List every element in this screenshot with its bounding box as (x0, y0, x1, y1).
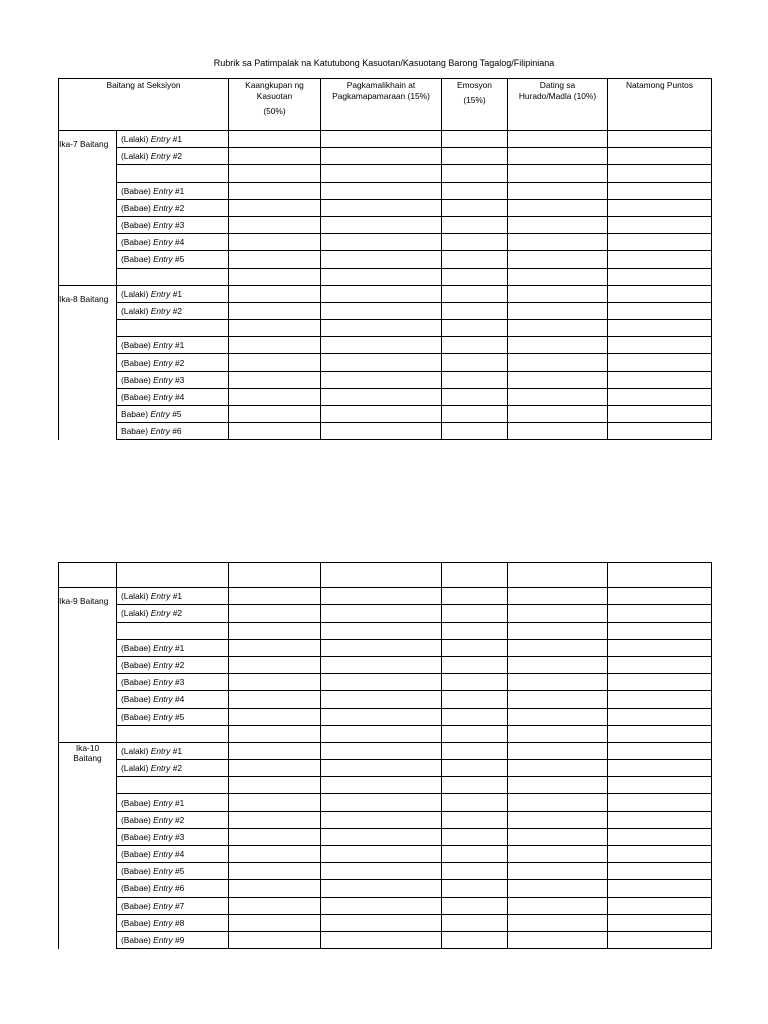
score-cell[interactable] (321, 337, 442, 354)
entry-label: (Babae) Entry #1 (117, 794, 229, 811)
rubric-table-part-2 (58, 562, 712, 949)
score-cell[interactable] (229, 742, 321, 759)
table-row (59, 337, 712, 354)
score-cell[interactable] (442, 742, 508, 759)
score-cell[interactable] (442, 388, 508, 405)
table-row-blank (59, 268, 712, 285)
score-cell[interactable] (608, 563, 712, 588)
score-cell[interactable] (442, 880, 508, 897)
table-row-blank (59, 777, 712, 794)
score-cell[interactable] (442, 639, 508, 656)
score-cell[interactable] (508, 605, 608, 622)
table-row (59, 406, 712, 423)
score-cell[interactable] (442, 371, 508, 388)
grade-label: Ika-7 Baitang (59, 131, 117, 286)
grade-label (59, 563, 117, 588)
score-cell[interactable] (229, 199, 321, 216)
table-row (59, 216, 712, 233)
entry-label: (Babae) Entry #8 (117, 914, 229, 931)
score-cell[interactable] (229, 914, 321, 931)
header-kaangkupan: Kaangkupan ng Kasuotan (50%) (229, 79, 321, 131)
entry-label: (Babae) Entry #7 (117, 897, 229, 914)
score-cell[interactable] (442, 182, 508, 199)
score-cell[interactable] (608, 708, 712, 725)
score-cell[interactable] (508, 880, 608, 897)
score-cell[interactable] (442, 656, 508, 673)
score-cell[interactable] (229, 388, 321, 405)
entry-label: Babae) Entry #5 (117, 406, 229, 423)
table-row (59, 880, 712, 897)
score-cell[interactable] (508, 725, 608, 742)
score-cell[interactable] (321, 131, 442, 148)
score-cell[interactable] (442, 131, 508, 148)
score-cell[interactable] (229, 777, 321, 794)
table-row (59, 846, 712, 863)
score-cell[interactable] (321, 563, 442, 588)
score-cell[interactable] (608, 131, 712, 148)
entry-label (117, 165, 229, 182)
table-row (59, 605, 712, 622)
table-row (59, 182, 712, 199)
entry-label: (Babae) Entry #1 (117, 182, 229, 199)
score-cell[interactable] (608, 828, 712, 845)
table-row (59, 354, 712, 371)
score-cell[interactable] (321, 588, 442, 605)
score-cell[interactable] (508, 199, 608, 216)
entry-label: (Babae) Entry #5 (117, 863, 229, 880)
score-cell[interactable] (229, 337, 321, 354)
score-cell[interactable] (508, 828, 608, 845)
table-row (59, 811, 712, 828)
score-cell[interactable] (508, 285, 608, 302)
score-cell[interactable] (608, 656, 712, 673)
header-dating: Dating sa Hurado/Madla (10%) (508, 79, 608, 131)
score-cell[interactable] (442, 863, 508, 880)
score-cell[interactable] (229, 320, 321, 337)
score-cell[interactable] (508, 216, 608, 233)
score-cell[interactable] (608, 337, 712, 354)
score-cell[interactable] (442, 897, 508, 914)
score-cell[interactable] (508, 251, 608, 268)
table-row (59, 656, 712, 673)
score-cell[interactable] (442, 563, 508, 588)
score-cell[interactable] (608, 371, 712, 388)
score-cell[interactable] (442, 691, 508, 708)
entry-label: (Lalaki) Entry #1 (117, 742, 229, 759)
score-cell[interactable] (608, 216, 712, 233)
score-cell[interactable] (442, 148, 508, 165)
table-row (59, 931, 712, 948)
score-cell[interactable] (508, 674, 608, 691)
score-cell[interactable] (508, 742, 608, 759)
score-cell[interactable] (442, 216, 508, 233)
score-cell[interactable] (508, 320, 608, 337)
score-cell[interactable] (508, 897, 608, 914)
entry-label: (Babae) Entry #2 (117, 354, 229, 371)
score-cell[interactable] (321, 914, 442, 931)
score-cell[interactable] (321, 760, 442, 777)
score-cell[interactable] (321, 302, 442, 319)
score-cell[interactable] (229, 182, 321, 199)
table-row (59, 674, 712, 691)
score-cell[interactable] (229, 691, 321, 708)
score-cell[interactable] (608, 742, 712, 759)
score-cell[interactable] (321, 897, 442, 914)
score-cell[interactable] (508, 165, 608, 182)
table-row (59, 302, 712, 319)
score-cell[interactable] (229, 588, 321, 605)
score-cell[interactable] (229, 302, 321, 319)
score-cell[interactable] (321, 285, 442, 302)
table-row (59, 828, 712, 845)
entry-label: (Babae) Entry #2 (117, 199, 229, 216)
score-cell[interactable] (229, 216, 321, 233)
score-cell[interactable] (442, 199, 508, 216)
table-row (59, 423, 712, 440)
score-cell[interactable] (608, 588, 712, 605)
score-cell[interactable] (442, 285, 508, 302)
score-cell[interactable] (508, 691, 608, 708)
score-cell[interactable] (608, 320, 712, 337)
entry-label: (Babae) Entry #4 (117, 234, 229, 251)
score-cell[interactable] (321, 216, 442, 233)
entry-label: (Babae) Entry #5 (117, 708, 229, 725)
score-cell[interactable] (229, 165, 321, 182)
score-cell[interactable] (229, 563, 321, 588)
score-cell[interactable] (229, 639, 321, 656)
score-cell[interactable] (321, 354, 442, 371)
entry-label: (Lalaki) Entry #2 (117, 302, 229, 319)
score-cell[interactable] (229, 148, 321, 165)
score-cell[interactable] (508, 182, 608, 199)
table-row (59, 914, 712, 931)
entry-label: (Babae) Entry #4 (117, 691, 229, 708)
score-cell[interactable] (229, 285, 321, 302)
score-cell[interactable] (229, 423, 321, 440)
score-cell[interactable] (321, 708, 442, 725)
score-cell[interactable] (321, 846, 442, 863)
score-cell[interactable] (608, 148, 712, 165)
score-cell[interactable] (442, 268, 508, 285)
score-cell[interactable] (508, 148, 608, 165)
entry-label: (Babae) Entry #1 (117, 337, 229, 354)
table-row-blank (59, 563, 712, 588)
entry-label: (Babae) Entry #6 (117, 880, 229, 897)
score-cell[interactable] (229, 605, 321, 622)
score-cell[interactable] (442, 605, 508, 622)
score-cell[interactable] (442, 760, 508, 777)
entry-label: (Lalaki) Entry #2 (117, 148, 229, 165)
score-cell[interactable] (508, 337, 608, 354)
entry-label: (Babae) Entry #3 (117, 371, 229, 388)
score-cell[interactable] (442, 622, 508, 639)
table-row (59, 897, 712, 914)
score-cell[interactable] (442, 588, 508, 605)
score-cell[interactable] (321, 388, 442, 405)
score-cell[interactable] (608, 674, 712, 691)
score-cell[interactable] (442, 406, 508, 423)
score-cell[interactable] (608, 182, 712, 199)
score-cell[interactable] (608, 846, 712, 863)
score-cell[interactable] (321, 931, 442, 948)
score-cell[interactable] (229, 897, 321, 914)
score-cell[interactable] (608, 863, 712, 880)
score-cell[interactable] (608, 691, 712, 708)
entry-label: (Lalaki) Entry #1 (117, 131, 229, 148)
table-row-blank (59, 320, 712, 337)
score-cell[interactable] (229, 371, 321, 388)
header-natamong: Natamong Puntos (608, 79, 712, 131)
score-cell[interactable] (321, 742, 442, 759)
score-cell[interactable] (508, 268, 608, 285)
entry-label: Babae) Entry #6 (117, 423, 229, 440)
score-cell[interactable] (508, 354, 608, 371)
score-cell[interactable] (229, 811, 321, 828)
score-cell[interactable] (608, 165, 712, 182)
score-cell[interactable] (442, 811, 508, 828)
score-cell[interactable] (229, 656, 321, 673)
score-cell[interactable] (608, 234, 712, 251)
score-cell[interactable] (321, 605, 442, 622)
score-cell[interactable] (442, 165, 508, 182)
score-cell[interactable] (608, 285, 712, 302)
score-cell[interactable] (442, 423, 508, 440)
score-cell[interactable] (321, 656, 442, 673)
score-cell[interactable] (508, 794, 608, 811)
entry-label: (Babae) Entry #2 (117, 656, 229, 673)
score-cell[interactable] (321, 828, 442, 845)
score-cell[interactable] (321, 880, 442, 897)
score-cell[interactable] (321, 725, 442, 742)
score-cell[interactable] (608, 388, 712, 405)
table-row (59, 234, 712, 251)
score-cell[interactable] (321, 182, 442, 199)
score-cell[interactable] (508, 563, 608, 588)
score-cell[interactable] (442, 828, 508, 845)
table-row (59, 760, 712, 777)
score-cell[interactable] (321, 251, 442, 268)
table-row (59, 388, 712, 405)
score-cell[interactable] (608, 639, 712, 656)
score-cell[interactable] (508, 406, 608, 423)
table-row (59, 794, 712, 811)
table-row-blank (59, 165, 712, 182)
table-row (59, 742, 712, 759)
table-row-blank (59, 622, 712, 639)
header-pagkamalikhain: Pagkamalikhain at Pagkamapamaraan (15%) (321, 79, 442, 131)
grade-label: Ika-8 Baitang (59, 285, 117, 440)
table-row (59, 588, 712, 605)
score-cell[interactable] (229, 622, 321, 639)
score-cell[interactable] (442, 234, 508, 251)
entry-label (117, 268, 229, 285)
score-cell[interactable] (608, 251, 712, 268)
score-cell[interactable] (229, 708, 321, 725)
grade-label: Ika-10 Baitang (59, 742, 117, 948)
entry-label: (Lalaki) Entry #1 (117, 588, 229, 605)
score-cell[interactable] (508, 639, 608, 656)
entry-label (117, 725, 229, 742)
score-cell[interactable] (229, 863, 321, 880)
entry-label: (Babae) Entry #9 (117, 931, 229, 948)
entry-label: (Babae) Entry #3 (117, 216, 229, 233)
score-cell[interactable] (442, 914, 508, 931)
table-row (59, 148, 712, 165)
score-cell[interactable] (229, 251, 321, 268)
score-cell[interactable] (442, 846, 508, 863)
score-cell[interactable] (508, 588, 608, 605)
score-cell[interactable] (321, 639, 442, 656)
score-cell[interactable] (442, 725, 508, 742)
entry-label: (Lalaki) Entry #1 (117, 285, 229, 302)
rubric-table-part-1 (58, 78, 712, 440)
score-cell[interactable] (442, 708, 508, 725)
score-cell[interactable] (229, 931, 321, 948)
score-cell[interactable] (608, 880, 712, 897)
score-cell[interactable] (321, 268, 442, 285)
table-row-blank (59, 725, 712, 742)
score-cell[interactable] (608, 406, 712, 423)
score-cell[interactable] (229, 131, 321, 148)
score-cell[interactable] (321, 622, 442, 639)
score-cell[interactable] (321, 423, 442, 440)
score-cell[interactable] (608, 199, 712, 216)
score-cell[interactable] (321, 199, 442, 216)
score-cell[interactable] (508, 234, 608, 251)
score-cell[interactable] (508, 811, 608, 828)
score-cell[interactable] (508, 131, 608, 148)
entry-label: (Lalaki) Entry #2 (117, 760, 229, 777)
score-cell[interactable] (321, 691, 442, 708)
entry-label: (Babae) Entry #5 (117, 251, 229, 268)
table-row (59, 639, 712, 656)
score-cell[interactable] (442, 794, 508, 811)
rubric-title: Rubrik sa Patimpalak na Katutubong Kasuotan/Kasuotang Barong Tagalog/Filipiniana (213, 58, 555, 68)
header-baitang: Baitang at Seksiyon (59, 79, 229, 131)
score-cell[interactable] (608, 302, 712, 319)
entry-label (117, 777, 229, 794)
table-row (59, 691, 712, 708)
score-cell[interactable] (508, 388, 608, 405)
score-cell[interactable] (608, 794, 712, 811)
score-cell[interactable] (321, 148, 442, 165)
entry-label: (Babae) Entry #3 (117, 828, 229, 845)
score-cell[interactable] (508, 371, 608, 388)
entry-label: (Lalaki) Entry #2 (117, 605, 229, 622)
entry-label: (Babae) Entry #3 (117, 674, 229, 691)
score-cell[interactable] (442, 320, 508, 337)
score-cell[interactable] (321, 777, 442, 794)
score-cell[interactable] (508, 863, 608, 880)
score-cell[interactable] (229, 846, 321, 863)
score-cell[interactable] (442, 777, 508, 794)
score-cell[interactable] (442, 251, 508, 268)
score-cell[interactable] (608, 605, 712, 622)
score-cell[interactable] (508, 931, 608, 948)
score-cell[interactable] (508, 760, 608, 777)
score-cell[interactable] (229, 794, 321, 811)
table-row (59, 131, 712, 148)
score-cell[interactable] (442, 302, 508, 319)
entry-label (117, 622, 229, 639)
score-cell[interactable] (321, 674, 442, 691)
score-cell[interactable] (608, 354, 712, 371)
score-cell[interactable] (229, 234, 321, 251)
score-cell[interactable] (608, 622, 712, 639)
entry-label (117, 563, 229, 588)
score-cell[interactable] (229, 760, 321, 777)
score-cell[interactable] (508, 777, 608, 794)
score-cell[interactable] (608, 777, 712, 794)
score-cell[interactable] (608, 423, 712, 440)
score-cell[interactable] (508, 914, 608, 931)
score-cell[interactable] (321, 165, 442, 182)
score-cell[interactable] (508, 708, 608, 725)
score-cell[interactable] (229, 880, 321, 897)
entry-label: (Babae) Entry #2 (117, 811, 229, 828)
table-row (59, 251, 712, 268)
score-cell[interactable] (229, 725, 321, 742)
score-cell[interactable] (608, 897, 712, 914)
score-cell[interactable] (229, 354, 321, 371)
score-cell[interactable] (508, 622, 608, 639)
score-cell[interactable] (229, 828, 321, 845)
table-row (59, 285, 712, 302)
score-cell[interactable] (321, 794, 442, 811)
score-cell[interactable] (608, 931, 712, 948)
score-cell[interactable] (442, 337, 508, 354)
score-cell[interactable] (321, 371, 442, 388)
table-row (59, 863, 712, 880)
score-cell[interactable] (321, 863, 442, 880)
score-cell[interactable] (229, 406, 321, 423)
score-cell[interactable] (442, 354, 508, 371)
score-cell[interactable] (608, 725, 712, 742)
score-cell[interactable] (321, 811, 442, 828)
score-cell[interactable] (608, 811, 712, 828)
score-cell[interactable] (321, 406, 442, 423)
score-cell[interactable] (442, 674, 508, 691)
table-row (59, 708, 712, 725)
score-cell[interactable] (321, 320, 442, 337)
score-cell[interactable] (608, 268, 712, 285)
score-cell[interactable] (229, 268, 321, 285)
table-row (59, 199, 712, 216)
table-row (59, 371, 712, 388)
entry-label: (Babae) Entry #4 (117, 846, 229, 863)
grade-label: Ika-9 Baitang (59, 588, 117, 743)
score-cell[interactable] (508, 302, 608, 319)
score-cell[interactable] (229, 674, 321, 691)
score-cell[interactable] (608, 760, 712, 777)
score-cell[interactable] (321, 234, 442, 251)
score-cell[interactable] (508, 423, 608, 440)
score-cell[interactable] (442, 931, 508, 948)
score-cell[interactable] (508, 656, 608, 673)
header-emosyon: Emosyon (15%) (442, 79, 508, 131)
entry-label: (Babae) Entry #1 (117, 639, 229, 656)
entry-label: (Babae) Entry #4 (117, 388, 229, 405)
score-cell[interactable] (608, 914, 712, 931)
header-row (59, 79, 712, 131)
score-cell[interactable] (508, 846, 608, 863)
entry-label (117, 320, 229, 337)
